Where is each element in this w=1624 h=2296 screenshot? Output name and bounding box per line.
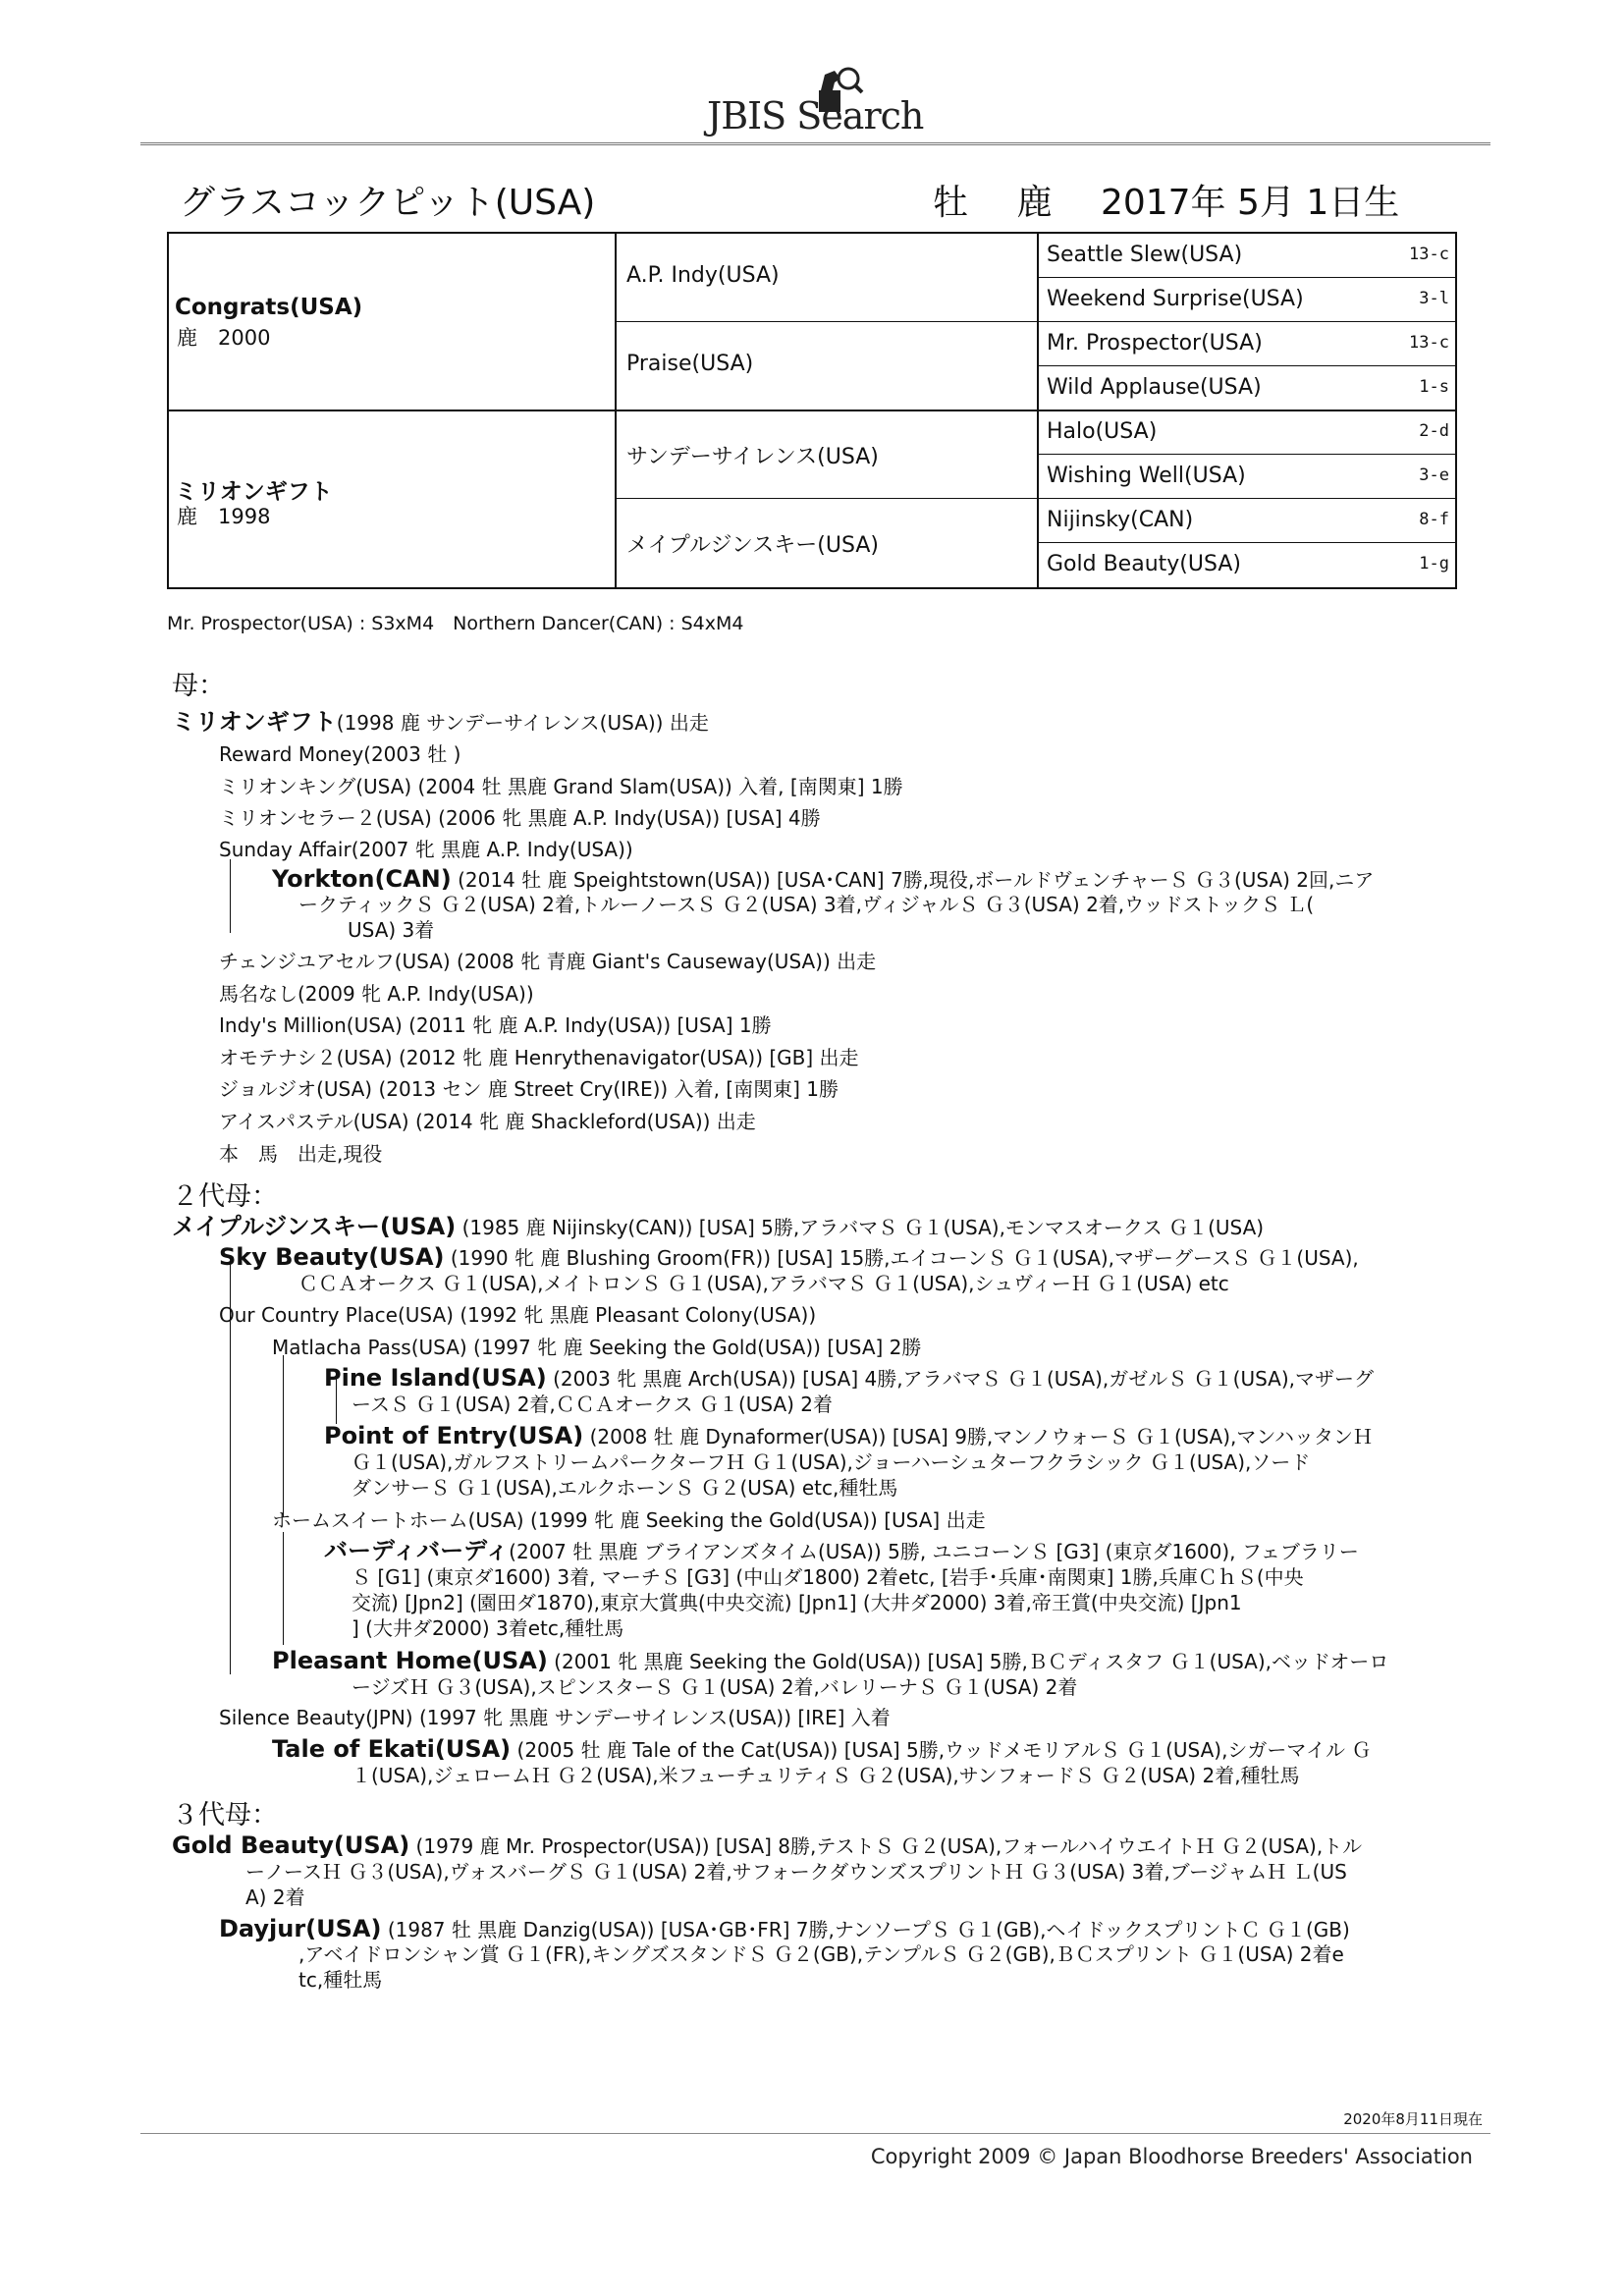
offspring-line (352, 1763, 1300, 1788)
line-text: (2014 牡 鹿 Speightstown(USA)) [USA･CAN] 7勝,現役,ボールドヴェンチャーＳ Ｇ３(USA) 2回,ニア (451, 868, 1375, 892)
header-rule (140, 142, 1490, 145)
tree-bar (283, 1355, 284, 1517)
offspring-line (219, 1109, 756, 1134)
family-number: 1-g (1419, 554, 1449, 574)
pedigree-gen3-cell[interactable] (1039, 278, 1455, 322)
offspring-line (352, 1590, 1242, 1615)
line-text: USA) 3着 (348, 918, 435, 942)
horse-name-bold[interactable]: Gold Beauty(USA) (172, 1831, 410, 1859)
horse-name-bold[interactable]: Sky Beauty(USA) (219, 1243, 445, 1271)
offspring-line (352, 1674, 1077, 1700)
offspring-line (324, 1538, 1359, 1564)
pedigree-gen3-cell[interactable] (1039, 234, 1455, 278)
line-text: ジョルジオ(USA) (2013 セン 鹿 Street Cry(IRE)) 入着, [南関東] 1勝 (219, 1077, 839, 1101)
line-text: 馬名なし(2009 牝 A.P. Indy(USA)) (219, 982, 534, 1006)
offspring-line (272, 1736, 1371, 1763)
line-text: チェンジユアセルフ(USA) (2008 牝 青鹿 Giant's Causeway(USA)) 出走 (219, 950, 877, 973)
offspring-line (219, 837, 633, 862)
line-text: ,アベイドロンシャン賞 Ｇ１(FR),キングズスタンドＳ Ｇ２(GB),テンプルＳ Ｇ２(GB),ＢＣスプリント Ｇ１(USA) 2着e (298, 1942, 1344, 1966)
gen2-name: サンデーサイレンス(USA) (626, 445, 879, 469)
horse-birth: 2017年 5月 1日生 (1100, 183, 1400, 223)
line-text: (1985 鹿 Nijinsky(CAN)) [USA] 5勝,アラバマＳ Ｇ１(USA),モンマスオークス Ｇ１(USA) (456, 1216, 1265, 1239)
pedigree-divider (1039, 365, 1455, 366)
tree-bar (283, 1532, 284, 1645)
section-heading-dam: 母： (172, 671, 225, 701)
line-text: ージズＨ Ｇ３(USA),スピンスターＳ Ｇ１(USA) 2着,バレリーナＳ Ｇ１(USA) 2着 (352, 1675, 1078, 1699)
line-text: 交流) [Jpn2] (園田ダ1870),東京大賞典(中央交流) [Jpn1] (大井ダ2000) 3着,帝王賞(中央交流) [Jpn1 (352, 1591, 1242, 1614)
family-number: 1-s (1419, 377, 1449, 397)
gen2-name: メイプルジンスキー(USA) (626, 533, 879, 558)
pedigree-gen3-cell[interactable] (1039, 455, 1455, 499)
line-text: ークティックＳ Ｇ２(USA) 2着,トルーノースＳ Ｇ２(USA) 3着,ヴィジャルＳ Ｇ３(USA) 2着,ウッドストックＳ Ｌ( (298, 893, 1315, 916)
pedigree-gen2-cell[interactable] (617, 234, 1039, 322)
jbis-search-logo (707, 61, 962, 139)
sire-name: Congrats(USA) (175, 295, 363, 320)
line-text: A) 2着 (245, 1886, 305, 1909)
offspring-line (219, 981, 534, 1007)
line-text: (2005 牡 鹿 Tale of the Cat(USA)) [USA] 5勝,ウッドメモリアルＳ Ｇ１(USA),シガーマイル Ｇ (511, 1738, 1372, 1762)
line-text: (2001 牝 黒鹿 Seeking the Gold(USA)) [USA] 5勝,ＢＣディスタフ Ｇ１(USA),ベッドオーロ (547, 1650, 1389, 1673)
offspring-line (272, 1335, 921, 1360)
offspring-line (219, 805, 821, 831)
pedigree-table (167, 232, 1457, 589)
line-text: オモテナシ２(USA) (2012 牝 鹿 Henrythenavigator(USA)) [GB] 出走 (219, 1046, 859, 1069)
offspring-line (172, 709, 709, 736)
horse-name-bold[interactable]: バーディバーディ (324, 1537, 510, 1564)
horse-name-bold[interactable]: Pine Island(USA) (324, 1364, 547, 1392)
line-text: Reward Money(2003 牡 ) (219, 742, 461, 766)
line-text: Indy's Million(USA) (2011 牝 鹿 A.P. Indy(USA)) [USA] 1勝 (219, 1013, 772, 1037)
offspring-line (298, 1271, 1229, 1296)
as-of-date: 2020年8月11日現在 (1343, 2110, 1483, 2128)
offspring-line (219, 1302, 816, 1328)
gen3-name: Gold Beauty(USA) (1047, 552, 1241, 576)
line-text: ＣＣＡオークス Ｇ１(USA),メイトロンＳ Ｇ１(USA),アラバマＳ Ｇ１(USA),シュヴィーＨ Ｇ１(USA) etc (298, 1272, 1229, 1295)
horse-name-bold[interactable]: Yorkton(CAN) (272, 865, 452, 893)
inbreeding-note: Mr. Prospector(USA) : S3xM4 Northern Dancer(CAN) : S4xM4 (167, 613, 744, 634)
horse-name-bold[interactable]: メイプルジンスキー(USA) (172, 1213, 457, 1240)
gen3-name: Wild Applause(USA) (1047, 375, 1262, 400)
offspring-line (352, 1392, 833, 1417)
horse-sex: 牡 (933, 183, 969, 223)
line-text: (2007 牡 黒鹿 ブライアンズタイム(USA)) 5勝, ユニコーンＳ [G3] (東京ダ1600), フェブラリー (509, 1540, 1359, 1563)
offspring-line (219, 774, 903, 799)
offspring-line (219, 1045, 859, 1070)
line-text: Matlacha Pass(USA) (1997 牝 鹿 Seeking the Gold(USA)) [USA] 2勝 (272, 1336, 922, 1359)
footer-rule (140, 2133, 1490, 2134)
offspring-line (172, 1214, 1264, 1240)
line-text: １(USA),ジェロームＨ Ｇ２(USA),米フューチュリティＳ Ｇ２(USA),サンフォードＳ Ｇ２(USA) 2着,種牡馬 (352, 1764, 1300, 1787)
offspring-line (219, 1012, 772, 1038)
line-text: (1990 牝 鹿 Blushing Groom(FR)) [USA] 15勝,エイコーンＳ Ｇ１(USA),マザーグースＳ Ｇ１(USA), (444, 1246, 1359, 1270)
offspring-line (298, 1967, 382, 1993)
line-text: ] (大井ダ2000) 3着etc,種牡馬 (352, 1616, 624, 1640)
family-number: 13-c (1409, 245, 1449, 264)
gen3-name: Mr. Prospector(USA) (1047, 331, 1263, 355)
family-number: 8-f (1419, 510, 1449, 529)
line-text: Sunday Affair(2007 牝 黒鹿 A.P. Indy(USA)) (219, 838, 633, 861)
horse-name-bold[interactable]: Point of Entry(USA) (324, 1422, 584, 1449)
gen2-name: A.P. Indy(USA) (626, 263, 780, 288)
gen3-name: Halo(USA) (1047, 419, 1158, 444)
section-heading-dam2: ２代母： (172, 1181, 278, 1212)
horse-name-bold[interactable]: Dayjur(USA) (219, 1915, 382, 1942)
tree-bar (230, 859, 231, 933)
offspring-line (352, 1449, 1310, 1475)
offspring-line (219, 949, 876, 974)
family-number: 3-e (1419, 465, 1449, 485)
offspring-line (348, 917, 434, 943)
gen3-name: Nijinsky(CAN) (1047, 508, 1194, 532)
horse-name-bold[interactable]: Pleasant Home(USA) (272, 1647, 548, 1674)
pedigree-gen2-cell[interactable] (617, 410, 1039, 499)
line-text: Silence Beauty(JPN) (1997 牝 黒鹿 サンデーサイレンス(USA)) [IRE] 入着 (219, 1706, 891, 1729)
offspring-line (352, 1564, 1304, 1590)
offspring-line (219, 1141, 382, 1167)
line-text: (2003 牝 黒鹿 Arch(USA)) [USA] 4勝,アラバマＳ Ｇ１(USA),ガゼルＳ Ｇ１(USA),マザーグ (546, 1367, 1374, 1391)
gen2-name: Praise(USA) (626, 352, 754, 376)
offspring-line (298, 1941, 1344, 1967)
family-number: 2-d (1419, 421, 1449, 441)
offspring-line (298, 892, 1314, 917)
pedigree-divider (1039, 454, 1455, 455)
horse-info (933, 175, 1399, 225)
line-text: ダンサーＳ Ｇ１(USA),エルクホーンＳ Ｇ２(USA) etc,種牡馬 (352, 1476, 898, 1500)
offspring-line (272, 1507, 986, 1533)
line-text: (1987 牡 黒鹿 Danzig(USA)) [USA･GB･FR] 7勝,ナンソープＳ Ｇ１(GB),ヘイドックスプリントＣ Ｇ１(GB) (381, 1918, 1350, 1941)
line-text: (2008 牡 鹿 Dynaformer(USA)) [USA] 9勝,マンノウォーＳ Ｇ１(USA),マンハッタンＨ (583, 1425, 1373, 1449)
offspring-line (324, 1365, 1374, 1392)
offspring-line (272, 1648, 1388, 1674)
horse-name-bold[interactable]: ミリオンギフト (172, 708, 337, 736)
section-heading-dam3: ３代母： (172, 1800, 278, 1831)
pedigree-divider (1039, 277, 1455, 278)
pedigree-gen2-cell[interactable] (617, 322, 1039, 410)
line-text: アイスパステル(USA) (2014 牝 鹿 Shackleford(USA)) 出走 (219, 1110, 756, 1133)
offspring-line (352, 1475, 897, 1501)
offspring-line (272, 866, 1374, 893)
dam-detail: 鹿 1998 (177, 505, 271, 528)
line-text: ーノースＨ Ｇ３(USA),ヴォスバーグＳ Ｇ１(USA) 2着,サフォークダウンズスプリントＨ Ｇ３(USA) 3着,ブージャムＨ Ｌ(US (245, 1860, 1347, 1884)
offspring-line (219, 741, 460, 767)
line-text: (1979 鹿 Mr. Prospector(USA)) [USA] 8勝,テストＳ Ｇ２(USA),フォールハイウエイトＨ Ｇ２(USA),トル (409, 1834, 1363, 1858)
line-text: Ｇ１(USA),ガルフストリームパークターフＨ Ｇ１(USA),ジョーハーシュターフクラシック Ｇ１(USA),ソード (352, 1450, 1311, 1474)
gen3-name: Wishing Well(USA) (1047, 464, 1246, 488)
pedigree-divider (1039, 542, 1455, 543)
copyright: Copyright 2009 © Japan Bloodhorse Breeders' Association (870, 2145, 1473, 2168)
offspring-line (219, 1705, 891, 1730)
line-text: 本 馬 出走,現役 (219, 1142, 383, 1166)
line-text: tc,種牡馬 (298, 1968, 383, 1992)
line-text: ホームスイートホーム(USA) (1999 牝 鹿 Seeking the Gold(USA)) [USA] 出走 (272, 1508, 986, 1532)
pedigree-gen3-cell[interactable] (1039, 322, 1455, 366)
offspring-line (324, 1423, 1373, 1449)
pedigree-gen3-cell[interactable] (1039, 543, 1455, 587)
sire-detail: 鹿 2000 (177, 326, 271, 350)
line-text: Ｓ [G1] (東京ダ1600) 3着, マーチＳ [G3] (中山ダ1800) 2着etc, [岩手･兵庫･南関東] 1勝,兵庫ＣｈＳ(中央 (352, 1565, 1304, 1589)
pedigree-gen3-cell[interactable] (1039, 410, 1455, 455)
dam-name: ミリオンギフト (175, 479, 333, 505)
line-text: ースＳ Ｇ１(USA) 2着,ＣＣＡオークス Ｇ１(USA) 2着 (352, 1393, 834, 1416)
gen3-name: Weekend Surprise(USA) (1047, 287, 1304, 311)
brand-text: JBIS Search (707, 94, 924, 137)
offspring-line (172, 1832, 1362, 1859)
line-text: Our Country Place(USA) (1992 牝 黒鹿 Pleasant Colony(USA)) (219, 1303, 817, 1327)
pedigree-gen3-cell[interactable] (1039, 499, 1455, 543)
gen3-name: Seattle Slew(USA) (1047, 243, 1243, 267)
offspring-line (245, 1885, 305, 1910)
pedigree-sire[interactable] (169, 234, 617, 410)
offspring-line (245, 1859, 1347, 1885)
pedigree-dam[interactable] (169, 410, 617, 587)
offspring-line (219, 1916, 1350, 1942)
pedigree-gen2-cell[interactable] (617, 499, 1039, 587)
pedigree-gen3-cell[interactable] (1039, 366, 1455, 410)
offspring-line (219, 1076, 839, 1102)
offspring-line (219, 1244, 1359, 1271)
line-text: ミリオンセラー２(USA) (2006 牝 黒鹿 A.P. Indy(USA)) [USA] 4勝 (219, 806, 821, 830)
line-text: (1998 鹿 サンデーサイレンス(USA)) 出走 (336, 711, 709, 735)
family-number: 3-l (1419, 289, 1449, 308)
horse-color: 鹿 (1016, 183, 1053, 223)
family-number: 13-c (1409, 333, 1449, 353)
line-text: ミリオンキング(USA) (2004 牡 黒鹿 Grand Slam(USA)) 入着, [南関東] 1勝 (219, 775, 903, 798)
horse-name: グラスコックピット(USA) (180, 183, 596, 223)
offspring-line (352, 1615, 623, 1641)
horse-name-bold[interactable]: Tale of Ekati(USA) (272, 1735, 512, 1763)
